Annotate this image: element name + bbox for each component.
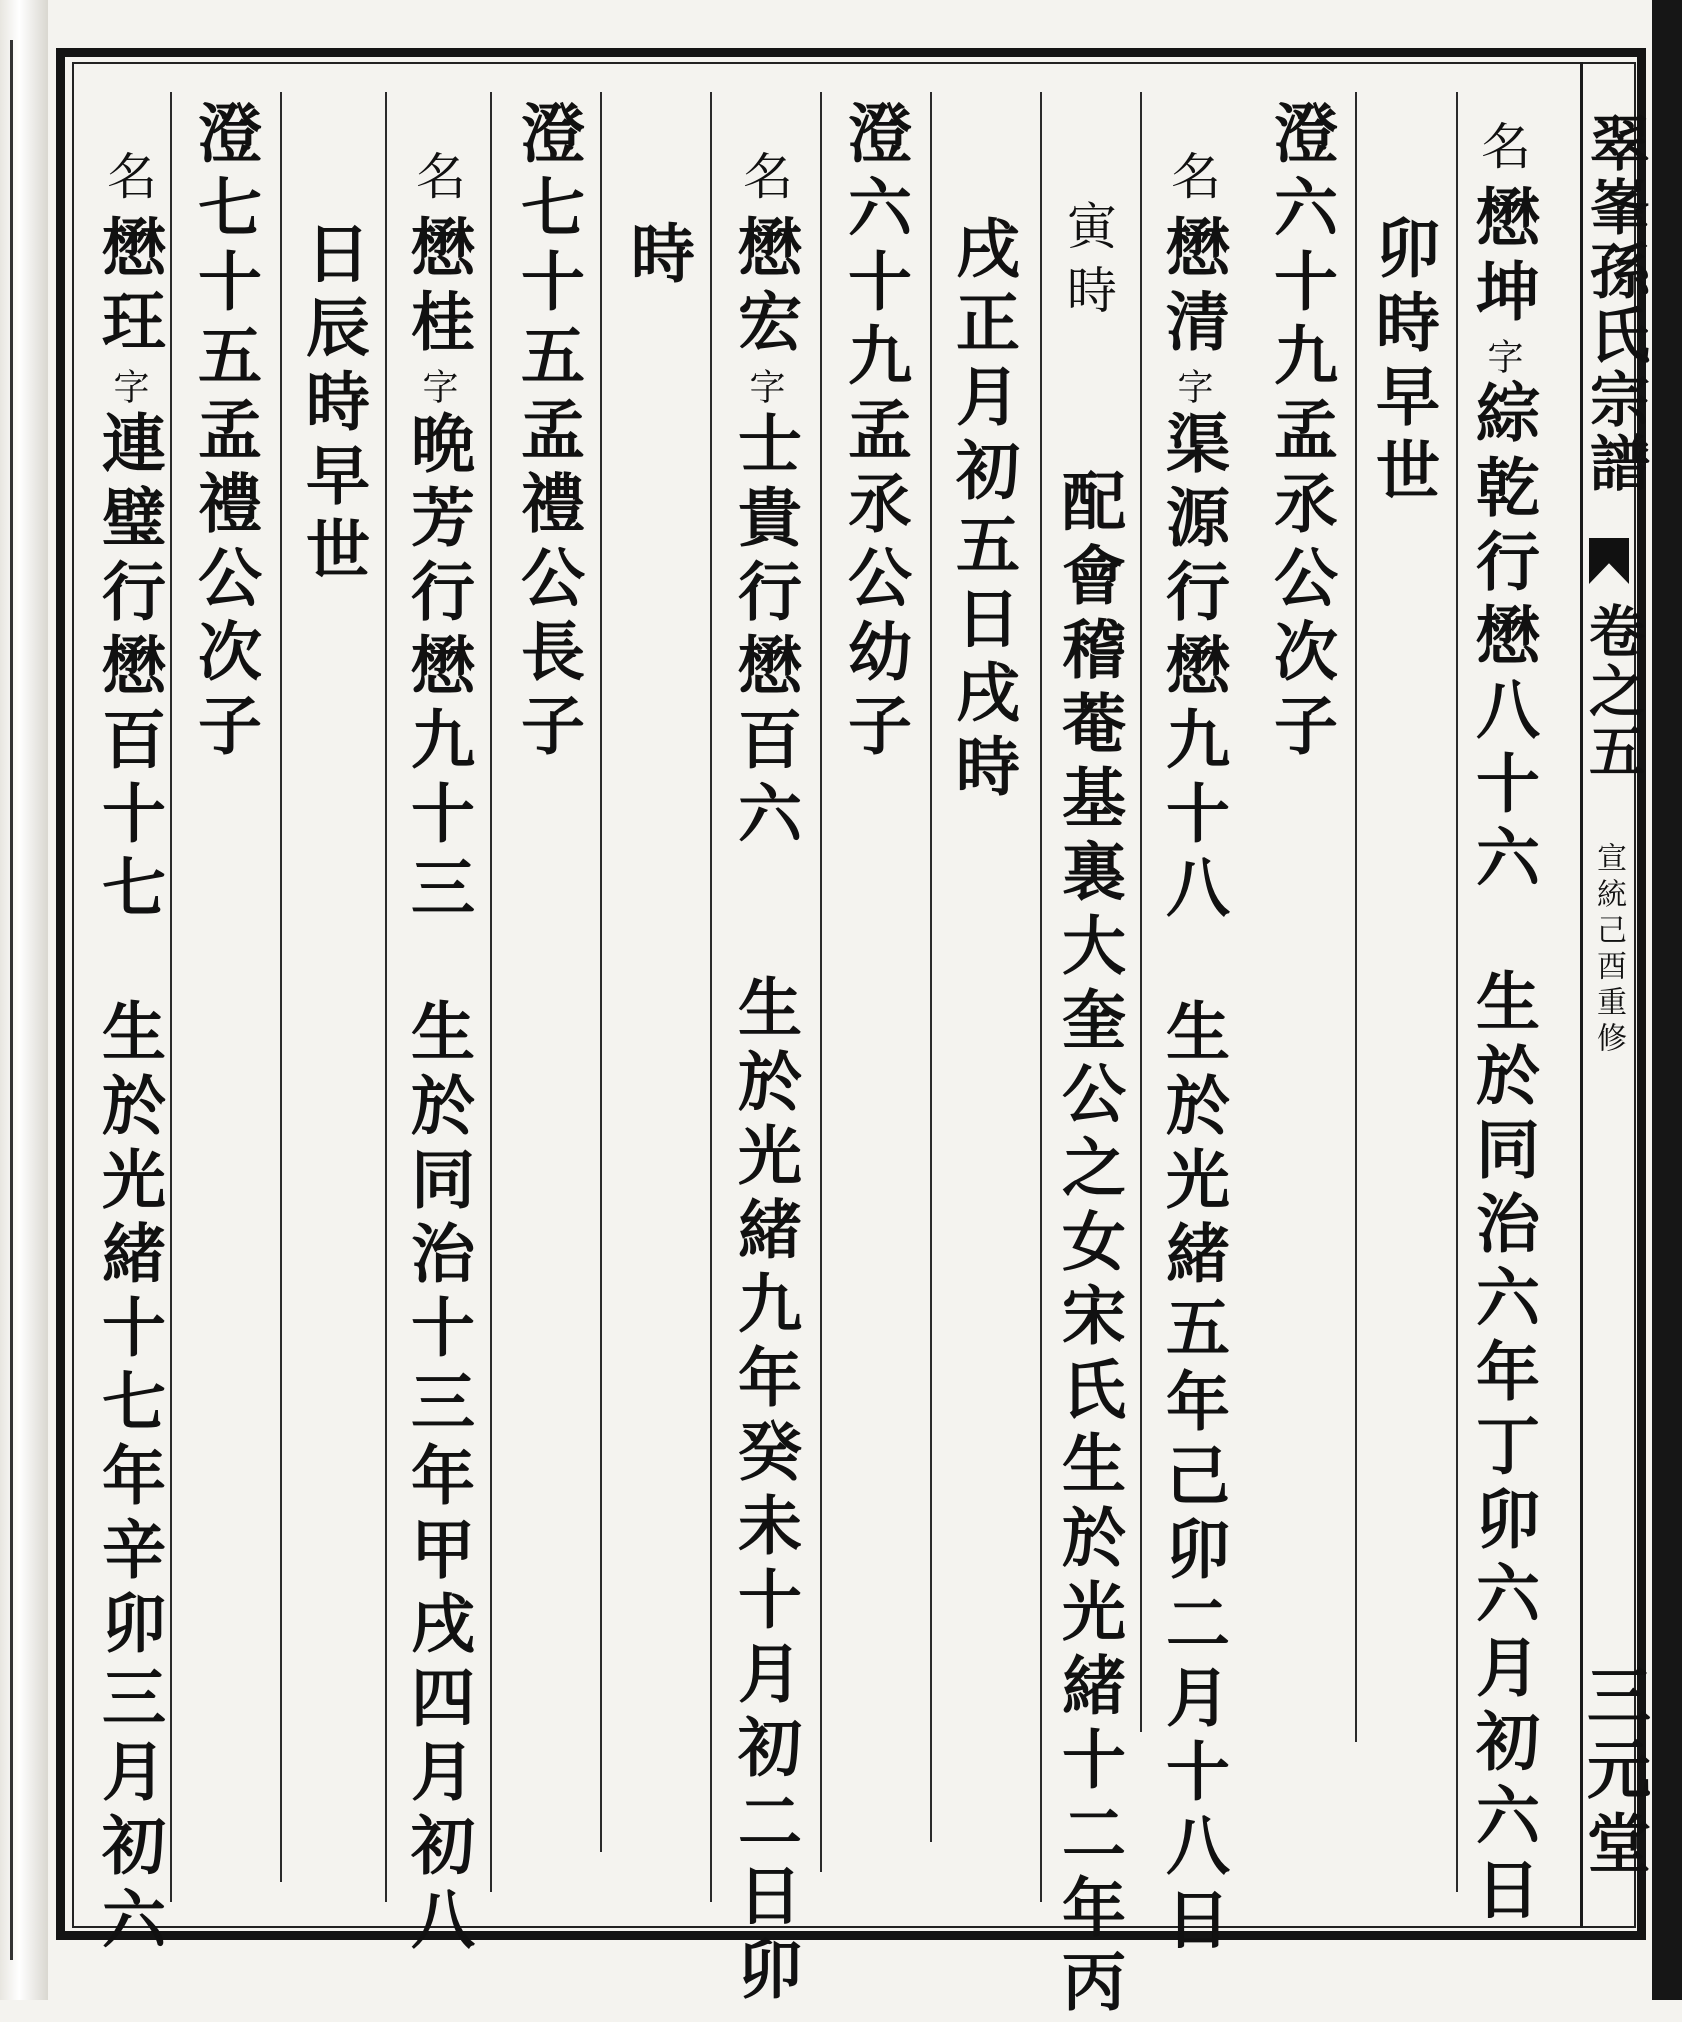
column-rule: [600, 92, 602, 1852]
column-rule: [1040, 92, 1042, 1902]
column-rule: [490, 92, 492, 1892]
column-rule: [385, 92, 387, 1902]
genealogy-title: 翠峯孫氏宗譜: [1580, 112, 1650, 496]
name-label: 名: [408, 150, 466, 214]
courtesy-label: 字: [417, 368, 458, 404]
lineage-heading: 澄六十九孟氶公幼子: [837, 100, 912, 766]
entry-column: [1051, 200, 1126, 2022]
name-label: 名: [99, 150, 157, 214]
lineage-heading: 澄七十五孟禮公次子: [187, 100, 262, 766]
spouse-record: 配會稽菴基裏大奎公之女宋氏生於光緒十二年丙: [1051, 468, 1126, 2022]
column-rule: [820, 92, 822, 1872]
edition-note: 宣統己酉重修: [1591, 842, 1626, 1058]
column-rule: [1140, 92, 1142, 1732]
person-name: 懋清: [1155, 214, 1230, 362]
courtesy-label: 字: [108, 368, 149, 404]
column-rule: [930, 92, 932, 1842]
column-rule: [710, 92, 712, 1902]
entry-column: 戌正月初五日戌時: [945, 215, 1020, 807]
hall-name: 三元堂: [1576, 1662, 1651, 1884]
left-page-edge: [0, 0, 48, 2000]
column-rule: [280, 92, 282, 1882]
courtesy-rank: 連璧行懋百十七: [91, 410, 166, 928]
courtesy-rank: 士貴行懋百六: [727, 410, 802, 854]
name-label: 名: [1473, 120, 1531, 184]
entry-column: 日辰時早世: [295, 220, 370, 590]
lineage-heading: 澄七十五孟禮公長子: [510, 100, 585, 766]
name-label: 名: [1163, 150, 1221, 214]
courtesy-label: 字: [1172, 368, 1213, 404]
entry-column: [91, 150, 166, 1960]
courtesy-label: 字: [1482, 338, 1523, 374]
volume-label: 卷之五: [1580, 602, 1646, 782]
birth-record: 生於同治六年丁卯六月初六日: [1465, 968, 1540, 1930]
fish-tail-mark: [1589, 538, 1629, 584]
entry-column: 卯時早世: [1365, 215, 1440, 511]
birth-record: 生於光緒十七年辛卯三月初六: [91, 998, 166, 1960]
entry-column: 時: [620, 220, 695, 294]
right-dark-edge: [1652, 0, 1682, 2000]
person-name: 懋桂: [400, 214, 475, 362]
lineage-heading: 澄六十九孟氶公次子: [1263, 100, 1338, 766]
courtesy-rank: 渠源行懋九十八: [1155, 410, 1230, 928]
entry-column: [400, 150, 475, 1960]
name-label: 名: [735, 150, 793, 214]
birth-hour: 寅時: [1059, 200, 1117, 328]
person-name: 懋坤: [1465, 184, 1540, 332]
courtesy-rank: 綜乾行懋八十六: [1465, 380, 1540, 898]
birth-record: 生於光緒九年癸未十月初二日卯: [727, 974, 802, 2010]
banshin-strip: [1576, 62, 1651, 1928]
birth-record: 生於光緒五年己卯二月十八日: [1155, 998, 1230, 1960]
entry-column: [727, 150, 802, 2010]
courtesy-rank: 晩芳行懋九十三: [400, 410, 475, 928]
column-rule: [1355, 92, 1357, 1742]
person-name: 懋玨: [91, 214, 166, 362]
column-rule: [1456, 92, 1458, 1892]
entry-column: [1465, 120, 1540, 1930]
person-name: 懋宏: [727, 214, 802, 362]
entry-column: [1155, 150, 1230, 1960]
birth-record: 生於同治十三年甲戌四月初八: [400, 998, 475, 1960]
edge-line: [10, 40, 13, 1960]
courtesy-label: 字: [744, 368, 785, 404]
column-rule: [170, 92, 172, 1902]
